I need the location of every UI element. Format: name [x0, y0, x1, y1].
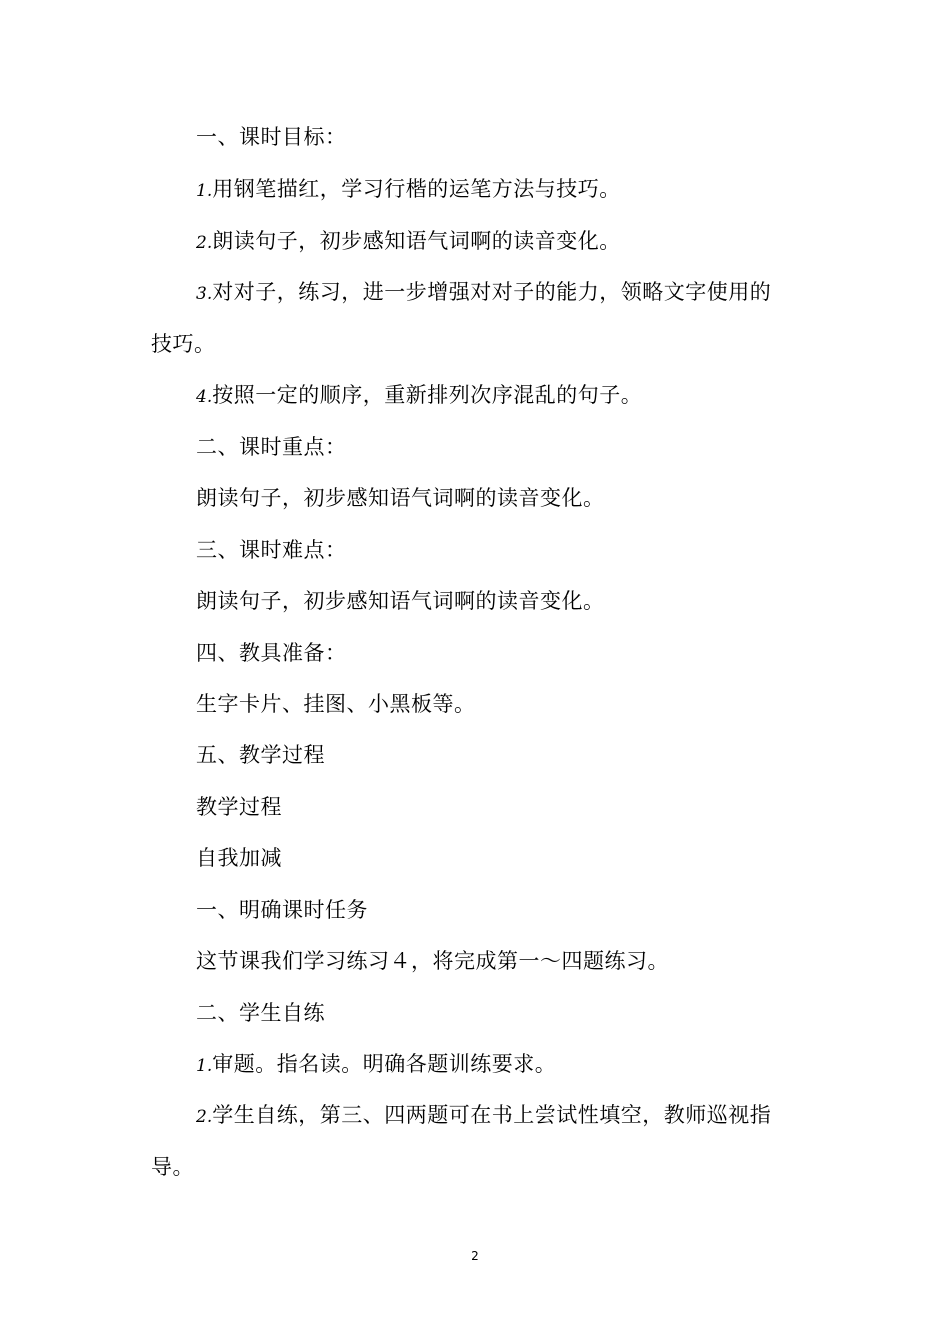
section-heading-key-points: 二、课时重点：: [196, 435, 347, 459]
section-heading-goals: 一、课时目标：: [196, 125, 347, 149]
goal-item-number: 3.: [196, 284, 213, 304]
section-heading-materials: 四、教具准备：: [196, 641, 347, 665]
goal-item-text: 朗读句子，初步感知语气词啊的读音变化。: [212, 229, 621, 253]
step-item-text: 学生自练，第三、四两题可在书上尝试性填空，教师巡视指: [212, 1103, 772, 1127]
goal-item-4: [196, 381, 642, 411]
goal-item-text: 按照一定的顺序，重新排列次序混乱的句子。: [212, 383, 643, 407]
section-heading-difficulties: 三、课时难点：: [196, 538, 347, 562]
step-2-item-1: [196, 1050, 556, 1080]
difficulties-text: 朗读句子，初步感知语气词啊的读音变化。: [196, 589, 605, 613]
goal-item-3-continuation: 技巧。: [151, 332, 216, 356]
step-2-item-2-continuation: 导。: [151, 1155, 194, 1179]
step-2-item-2: [196, 1101, 771, 1131]
step-1-heading: 一、明确课时任务: [196, 898, 368, 922]
key-points-text: 朗读句子，初步感知语气词啊的读音变化。: [196, 486, 605, 510]
step-item-number: 1.: [196, 1056, 213, 1076]
step-item-number: 2.: [196, 1107, 213, 1127]
goal-item-number: 4.: [196, 387, 213, 407]
materials-text: 生字卡片、挂图、小黑板等。: [196, 692, 476, 716]
page-number: 2: [471, 1249, 479, 1263]
goal-item-number: 2.: [196, 233, 213, 253]
goal-item-3: [196, 278, 771, 308]
adjust-column-label: 自我加减: [196, 846, 282, 870]
step-item-text: 审题。指名读。明确各题训练要求。: [212, 1052, 557, 1076]
goal-item-text: 用钢笔描红，学习行楷的运笔方法与技巧。: [212, 177, 621, 201]
section-heading-process: 五、教学过程: [196, 743, 325, 767]
step-1-text: 这节课我们学习练习４，将完成第一～四题练习。: [196, 949, 669, 973]
goal-item-1: [196, 175, 621, 205]
goal-item-number: 1.: [196, 181, 213, 201]
goal-item-text: 对对子，练习，进一步增强对对子的能力，领略文字使用的: [212, 280, 772, 304]
step-2-heading: 二、学生自练: [196, 1001, 325, 1025]
process-column-label: 教学过程: [196, 795, 282, 819]
goal-item-2: [196, 227, 621, 257]
